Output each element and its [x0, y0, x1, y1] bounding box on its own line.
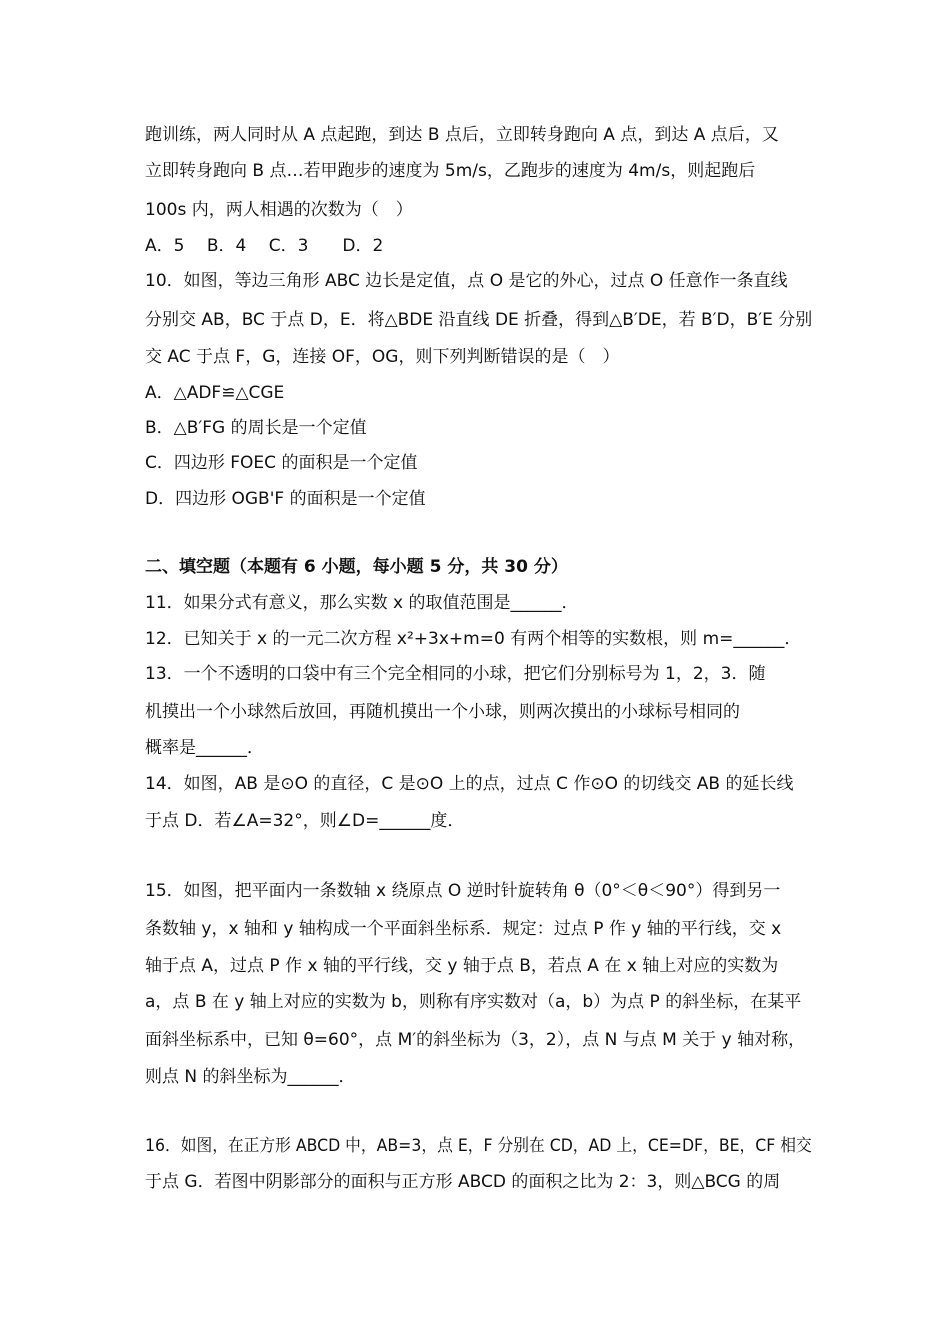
question-11: 11．如果分式有意义，那么实数 x 的取值范围是______． — [145, 593, 579, 613]
question-14: 14．如图，AB 是⊙O 的直径，C 是⊙O 上的点，过点 C 作⊙O 的切线交 AB 的延长线 — [145, 774, 794, 794]
option-c: C．四边形 FOEC 的面积是一个定值 — [145, 453, 418, 473]
option-d: D．四边形 OGB'F 的面积是一个定值 — [145, 489, 426, 509]
question-10: 10．如图，等边三角形 ABC 边长是定值，点 O 是它的外心，过点 O 任意作一条直线 — [145, 271, 788, 291]
option-b: B．△B′FG 的周长是一个定值 — [145, 418, 367, 438]
text-line: 跑训练，两人同时从 A 点起跑，到达 B 点后，立即转身跑向 A 点，到达 A 点后，又 — [145, 125, 779, 145]
text-line: 分别交 AB，BC 于点 D，E．将△BDE 沿直线 DE 折叠，得到△B′DE，若 B′D，B′E 分别 — [145, 310, 813, 330]
question-13: 13．一个不透明的口袋中有三个完全相同的小球，把它们分别标号为 1，2，3．随 — [145, 664, 766, 684]
text-line: 于点 G．若图中阴影部分的面积与正方形 ABCD 的面积之比为 2：3，则△BCG 的周 — [145, 1172, 781, 1192]
section-heading: 二、填空题（本题有 6 小题，每小题 5 分，共 30 分） — [145, 557, 568, 577]
text-line: a，点 B 在 y 轴上对应的实数为 b，则称有序实数对（a，b）为点 P 的斜坐标，在某平 — [145, 992, 802, 1012]
question-12: 12．已知关于 x 的一元二次方程 x²+3x+m=0 有两个相等的实数根，则 m=______． — [145, 629, 802, 649]
question-16: 16．如图，在正方形 ABCD 中，AB=3，点 E，F 分别在 CD，AD 上，CE=DF，BE，CF 相交 — [145, 1136, 812, 1156]
answer-options: A．5 B．4 C．3 D．2 — [145, 236, 384, 256]
text-line: 立即转身跑向 B 点…若甲跑步的速度为 5m/s，乙跑步的速度为 4m/s，则起跑后 — [145, 161, 756, 181]
text-line: 于点 D．若∠A=32°，则∠D=______度． — [145, 811, 465, 831]
option-a: A．△ADF≌△CGE — [145, 383, 285, 403]
text-line: 交 AC 于点 F，G，连接 OF，OG，则下列判断错误的是（ ） — [145, 347, 620, 367]
text-line: 100s 内，两人相遇的次数为（ ） — [145, 200, 413, 220]
text-line: 概率是______． — [145, 738, 264, 758]
text-line: 则点 N 的斜坐标为______． — [145, 1067, 356, 1087]
text-line: 面斜坐标系中，已知 θ=60°，点 M′的斜坐标为（3，2），点 N 与点 M 关于 y 轴对称， — [145, 1030, 806, 1050]
question-15: 15．如图，把平面内一条数轴 x 绕原点 O 逆时针旋转角 θ（0°＜θ＜90°）得到另一 — [145, 881, 781, 901]
text-line: 轴于点 A，过点 P 作 x 轴的平行线，交 y 轴于点 B，若点 A 在 x 轴上对应的实数为 — [145, 956, 779, 976]
text-line: 条数轴 y，x 轴和 y 轴构成一个平面斜坐标系．规定：过点 P 作 y 轴的平行线，交 x — [145, 919, 782, 939]
text-line: 机摸出一个小球然后放回，再随机摸出一个小球，则两次摸出的小球标号相同的 — [145, 702, 740, 722]
